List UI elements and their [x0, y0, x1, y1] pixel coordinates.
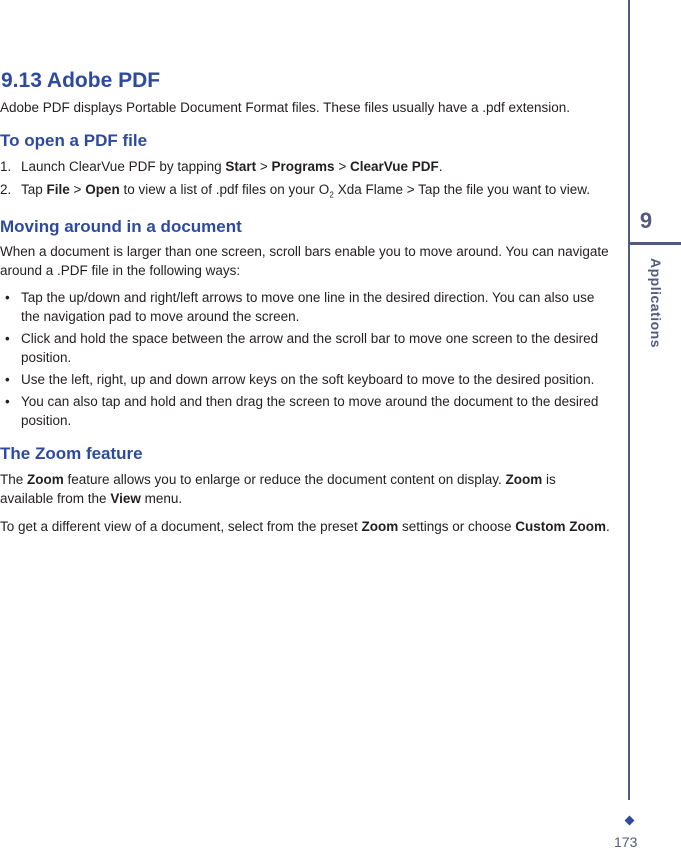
- list-item: [0, 392, 610, 430]
- bullet-icon: •: [5, 289, 10, 305]
- step-separator: >: [69, 182, 86, 197]
- o2-logo: [319, 180, 334, 205]
- zoom-heading: The Zoom feature: [0, 443, 143, 463]
- step-bold: File: [46, 182, 70, 197]
- zoom-bold: Zoom: [361, 518, 399, 534]
- step-text: Tap: [21, 182, 47, 197]
- page-content: [0, 66, 610, 536]
- o2-subscript: 2: [329, 190, 334, 200]
- zoom-bold: Zoom: [27, 471, 64, 487]
- zoom-text: feature allows you to enlarge or reduce the document content on display.: [63, 471, 506, 487]
- step-text: Xda Flame > Tap the file you want to view.: [337, 182, 591, 197]
- zoom-bold: View: [110, 490, 141, 506]
- zoom-text: .: [606, 518, 610, 534]
- step-text: Launch ClearVue PDF by tapping: [21, 159, 226, 174]
- zoom-text: To get a different view of a document, select from the preset: [0, 518, 362, 534]
- bullet-icon: •: [5, 330, 10, 346]
- zoom-paragraph-1: [0, 470, 610, 508]
- zoom-text: settings or choose: [398, 518, 516, 534]
- step-bold: Open: [85, 182, 120, 197]
- step-separator: >: [334, 159, 350, 174]
- step-number: 1.: [0, 159, 12, 174]
- list-item: [0, 288, 610, 326]
- zoom-text: The: [0, 471, 28, 487]
- moving-bullets: [0, 288, 610, 430]
- step-bold: Programs: [271, 159, 335, 174]
- chapter-tab-bar: [628, 242, 681, 245]
- zoom-bold: Custom Zoom: [515, 518, 607, 534]
- step-bold: ClearVue PDF: [349, 159, 439, 174]
- page-number: 173: [614, 834, 638, 850]
- list-item: [0, 329, 610, 367]
- zoom-text: is available from the: [0, 471, 556, 506]
- open-pdf-heading: To open a PDF file: [0, 131, 148, 150]
- chapter-label: Applications: [648, 258, 664, 349]
- chapter-divider-line: [628, 0, 630, 800]
- bullet-icon: •: [5, 393, 10, 409]
- moving-heading: Moving around in a document: [0, 216, 242, 236]
- list-item: [0, 157, 610, 176]
- bullet-text: You can also tap and hold and then drag the screen to move around the document to the desired position.: [21, 393, 599, 428]
- open-pdf-steps: [0, 157, 610, 205]
- chapter-number: 9: [639, 208, 653, 233]
- zoom-text: menu.: [140, 490, 183, 506]
- o2-letter: O: [318, 182, 330, 197]
- zoom-paragraph-2: [0, 517, 610, 536]
- bullet-text: Tap the up/down and right/left arrows to move one line in the desired direction. You can also use the navigation pad to move around the screen.: [21, 289, 595, 324]
- step-bold: Start: [225, 159, 257, 174]
- list-item: [0, 370, 610, 389]
- moving-intro: When a document is larger than one screen, scroll bars enable you to move around. You can navigate around a .PDF file in the following ways:: [0, 243, 609, 278]
- step-text: to view a list of .pdf files on your: [119, 182, 315, 197]
- bullet-text: Click and hold the space between the arrow and the scroll bar to move one screen to the desired position.: [21, 330, 599, 365]
- step-separator: >: [256, 159, 272, 174]
- section-title: 9.13 Adobe PDF: [1, 69, 161, 92]
- step-number: 2.: [0, 182, 12, 197]
- section-intro: Adobe PDF displays Portable Document Format files. These files usually have a .pdf extension.: [0, 100, 571, 115]
- list-item: [0, 180, 610, 205]
- bullet-text: Use the left, right, up and down arrow keys on the soft keyboard to move to the desired position.: [21, 371, 595, 387]
- bullet-icon: •: [5, 371, 10, 387]
- diamond-icon: [625, 816, 635, 826]
- zoom-bold: Zoom: [505, 471, 543, 487]
- step-text: .: [438, 159, 443, 174]
